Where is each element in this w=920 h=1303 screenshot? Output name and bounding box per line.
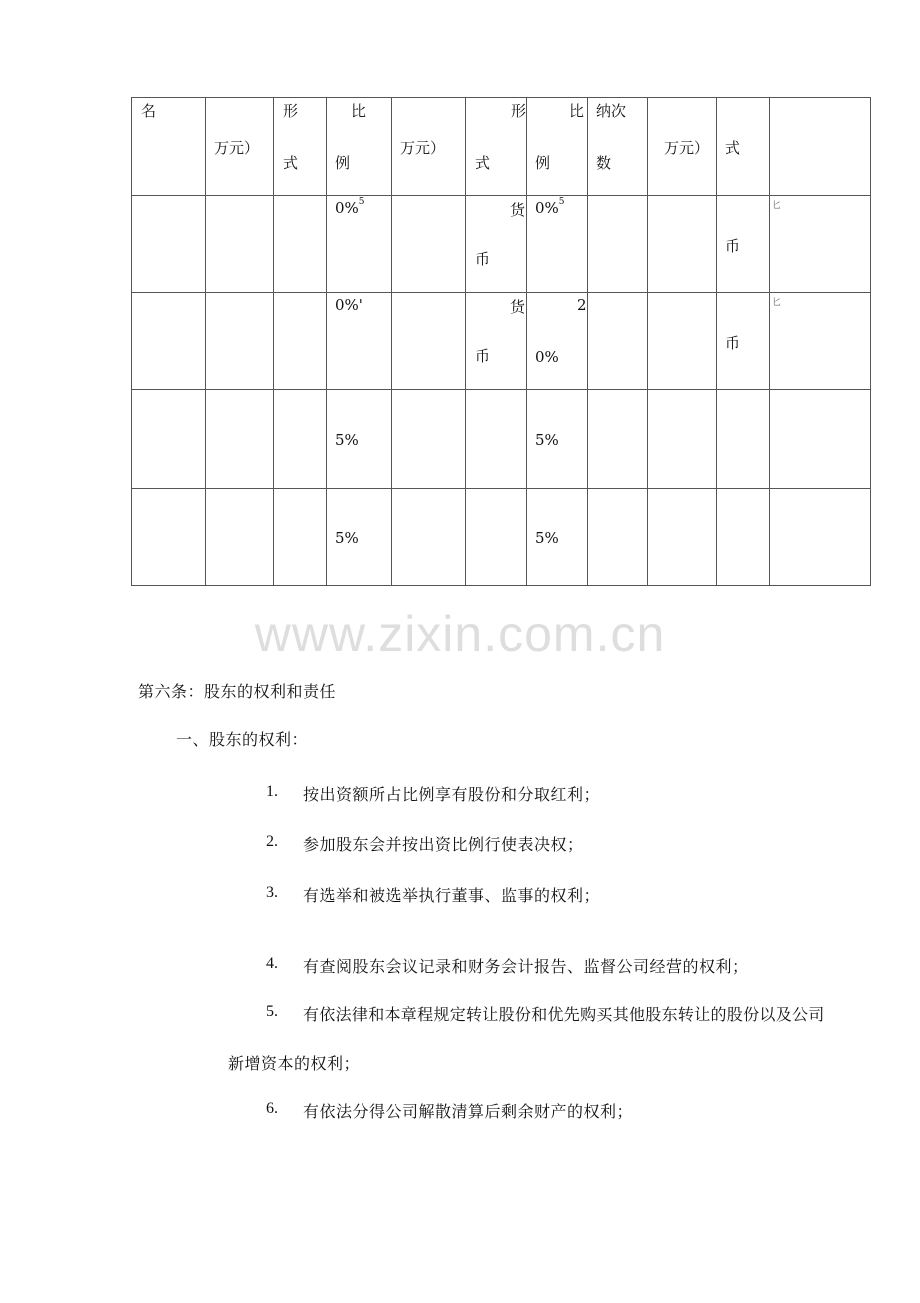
section-heading: 一、股东的权利： — [176, 730, 309, 749]
table-cell: 币 — [475, 347, 491, 365]
table-cell: 5% — [535, 431, 559, 449]
table-cell: 5% — [335, 431, 359, 449]
table-cell-mark: 匕 — [772, 201, 782, 211]
table-cell: 0%' — [335, 296, 363, 314]
list-item-continuation: 新增资本的权利； — [228, 1054, 361, 1073]
table-cell: 货 — [510, 201, 526, 219]
table-cell: 币 — [725, 237, 741, 255]
list-item: 有依法分得公司解散清算后剩余财产的权利； — [303, 1102, 634, 1121]
list-item: 有选举和被选举执行董事、监事的权利； — [303, 886, 601, 905]
table-cell: 货 — [510, 298, 526, 316]
table-cell-mark: 匕 — [772, 298, 782, 308]
table-header-amount-2: 万元） — [400, 139, 446, 157]
table-cell: 0% — [535, 348, 559, 366]
list-item: 按出资额所占比例享有股份和分取红利； — [303, 785, 601, 804]
table-header-form-2b: 式 — [475, 154, 491, 172]
table-cell: 0%$^5$ — [335, 197, 365, 217]
list-item-number: 1. — [266, 783, 278, 800]
table-cell: 0%$^5$ — [535, 197, 565, 217]
watermark: www.zixin.com.cn — [254, 606, 666, 662]
table-header-ratio-2b: 例 — [535, 154, 551, 172]
table-cell: 币 — [725, 334, 741, 352]
article-title: 第六条：股东的权利和责任 — [138, 682, 337, 701]
table-header-name: 名 — [141, 102, 157, 120]
table-cell: 币 — [475, 250, 491, 268]
table-header-amount: 万元） — [214, 139, 260, 157]
list-item-number: 6. — [266, 1100, 278, 1117]
table-header-times-b: 数 — [596, 154, 612, 172]
table-header-ratio-2a: 比 — [569, 102, 585, 120]
table-header-form-3: 式 — [725, 139, 741, 157]
table-header-amount-3: 万元） — [664, 139, 710, 157]
list-item-number: 2. — [266, 833, 278, 850]
table-header-ratio-a: 比 — [351, 102, 367, 120]
table-cell: 5% — [535, 529, 559, 547]
table-cell: 2 — [577, 296, 587, 314]
table-header-form-b: 式 — [283, 154, 299, 172]
table-header-form-2a: 形 — [511, 102, 527, 120]
list-item-number: 4. — [266, 955, 278, 972]
list-item: 参加股东会并按出资比例行使表决权； — [303, 835, 584, 854]
table-header-times-a: 纳次 — [596, 102, 627, 120]
table-cell: 5% — [335, 529, 359, 547]
list-item: 有依法律和本章程规定转让股份和优先购买其他股东转让的股份以及公司 — [303, 1005, 825, 1024]
list-item: 有查阅股东会议记录和财务会计报告、监督公司经营的权利； — [303, 957, 749, 976]
list-item-number: 5. — [266, 1003, 278, 1020]
table-header-form-a: 形 — [283, 102, 299, 120]
list-item-number: 3. — [266, 884, 278, 901]
table-header-ratio-b: 例 — [335, 154, 351, 172]
